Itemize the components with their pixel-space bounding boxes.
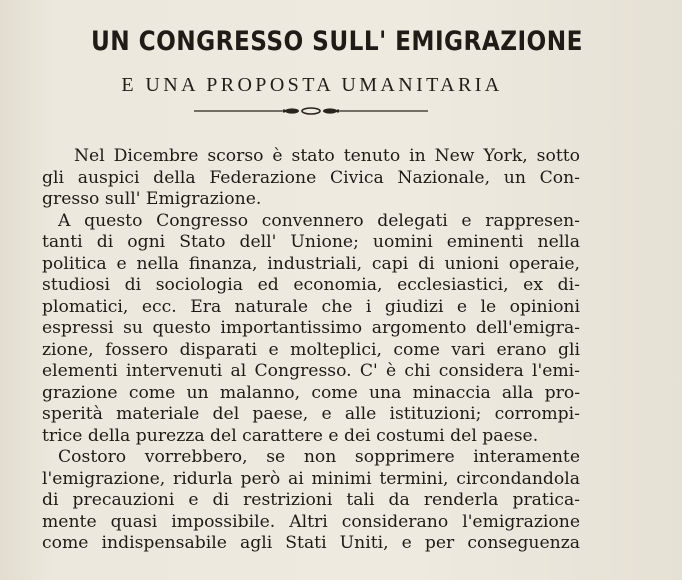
divider-ornament (194, 104, 428, 118)
text-line: plomatici, ecc. Era naturale che i giudizi e le opinioni (42, 296, 580, 317)
text-line: mente quasi impossibile. Altri considerano l'emigrazione (42, 511, 580, 532)
text-line: zione, fossero disparati e molteplici, come vari erano gli (42, 339, 580, 360)
text-line: l'emigrazione, ridurla però ai minimi termini, circondandola (42, 468, 580, 489)
text-line: A questo Congresso convennero delegati e rappresen- (58, 210, 580, 231)
text-line: Costoro vorrebbero, se non sopprimere interamente (58, 447, 580, 467)
text-line: di precauzioni e di restrizioni tali da renderla pratica- (42, 490, 580, 510)
article-subtitle: E UNA PROPOSTA UMANITARIA (121, 74, 503, 96)
text-line: grazione come un malanno, come una minaccia alla pro- (42, 382, 580, 403)
text-line: studiosi di sociologia ed economia, ecclesiastici, ex di- (42, 275, 580, 295)
text-line: espressi su questo importantissimo argomento dell'emigra- (42, 318, 580, 338)
text-line: come indispensabile agli Stati Uniti, e per conseguenza (42, 533, 580, 553)
text-line: sperità materiale del paese, e alle istituzioni; corrompi- (42, 404, 580, 424)
text-line: gresso sull' Emigrazione. (42, 189, 262, 209)
text-line: trice della purezza del carattere e dei costumi del paese. (42, 425, 539, 446)
text-line: politica e nella finanza, industriali, capi di unioni operaie, (42, 253, 580, 274)
text-line: tanti di ogni Stato dell' Unione; uomini eminenti nella (42, 232, 580, 252)
text-line: gli auspici della Federazione Civica Nazionale, un Con- (42, 167, 580, 188)
article-title: UN CONGRESSO SULL' EMIGRAZIONE (90, 26, 583, 57)
text-line: Nel Dicembre scorso è stato tenuto in New York, sotto (74, 146, 580, 166)
text-line: elementi intervenuti al Congresso. C' è chi considera l'emi- (42, 361, 580, 381)
article-body (42, 146, 580, 555)
